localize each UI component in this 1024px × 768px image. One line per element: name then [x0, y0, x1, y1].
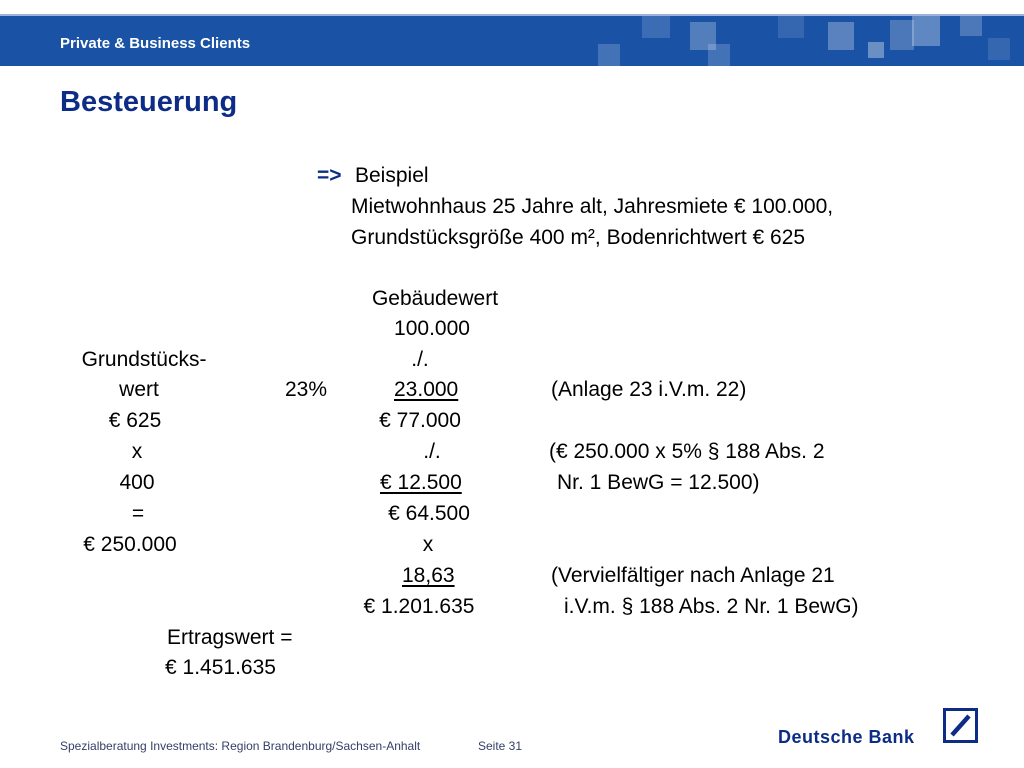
banner-title: Private & Business Clients: [60, 35, 251, 52]
intro-heading: Beispiel: [355, 164, 429, 187]
note-2-line-1: (€ 250.000 x 5% § 188 Abs. 2: [549, 440, 825, 463]
banner-decoration: [642, 16, 670, 38]
banner-decoration: [778, 16, 804, 38]
land-times: x: [131, 440, 143, 463]
land-equals: =: [131, 502, 145, 525]
note-1: (Anlage 23 i.V.m. 22): [551, 378, 747, 401]
land-area: 400: [119, 471, 155, 494]
land-price: € 625: [108, 409, 162, 432]
banner-decoration: [960, 16, 982, 36]
building-heading: Gebäudewert: [371, 287, 499, 310]
building-minus-2: ./.: [423, 440, 441, 463]
banner-decoration: [912, 16, 940, 46]
building-subtotal-2: € 64.500: [388, 502, 470, 525]
logo-wordmark: Deutsche Bank: [778, 727, 915, 747]
deutsche-bank-logo: [778, 706, 988, 750]
building-deduction-2: € 12.500: [380, 471, 462, 494]
header-banner: [0, 16, 1024, 66]
note-3-line-1: (Vervielfältiger nach Anlage 21: [551, 564, 835, 587]
banner-decoration: [598, 44, 620, 66]
land-result: € 250.000: [83, 533, 177, 556]
banner-decoration: [868, 42, 884, 58]
building-result: € 1.201.635: [363, 595, 475, 618]
income-value: € 1.451.635: [165, 656, 276, 679]
land-label-1: Grundstücks-: [81, 348, 207, 371]
building-percent: 23%: [285, 378, 328, 401]
banner-decoration: [828, 22, 854, 50]
note-3-line-2: i.V.m. § 188 Abs. 2 Nr. 1 BewG): [564, 595, 859, 618]
banner-decoration: [988, 38, 1010, 60]
slide-title: Besteuerung: [60, 86, 238, 118]
footer-page: Seite 31: [478, 739, 523, 753]
income-label: Ertragswert =: [167, 626, 293, 649]
building-multiplier: 18,63: [402, 564, 455, 587]
logo-slash-icon: [943, 708, 978, 743]
banner-decoration: [708, 44, 730, 66]
intro-line-2: Grundstücksgröße 400 m², Bodenrichtwert € 625: [351, 226, 806, 249]
building-amount: 100.000: [394, 317, 470, 340]
intro-line-1: Mietwohnhaus 25 Jahre alt, Jahresmiete € 100.000,: [351, 195, 834, 218]
intro-arrow: =>: [317, 164, 342, 187]
note-2-line-2: Nr. 1 BewG = 12.500): [557, 471, 760, 494]
building-subtotal: € 77.000: [379, 409, 461, 432]
banner-decoration: [890, 20, 914, 50]
building-times: x: [422, 533, 434, 556]
building-minus-1: ./.: [411, 348, 429, 371]
building-deduction: 23.000: [394, 378, 459, 401]
footer-text: Spezialberatung Investments: Region Brandenburg/Sachsen-Anhalt: [60, 739, 421, 753]
land-label-2: wert: [119, 378, 159, 401]
